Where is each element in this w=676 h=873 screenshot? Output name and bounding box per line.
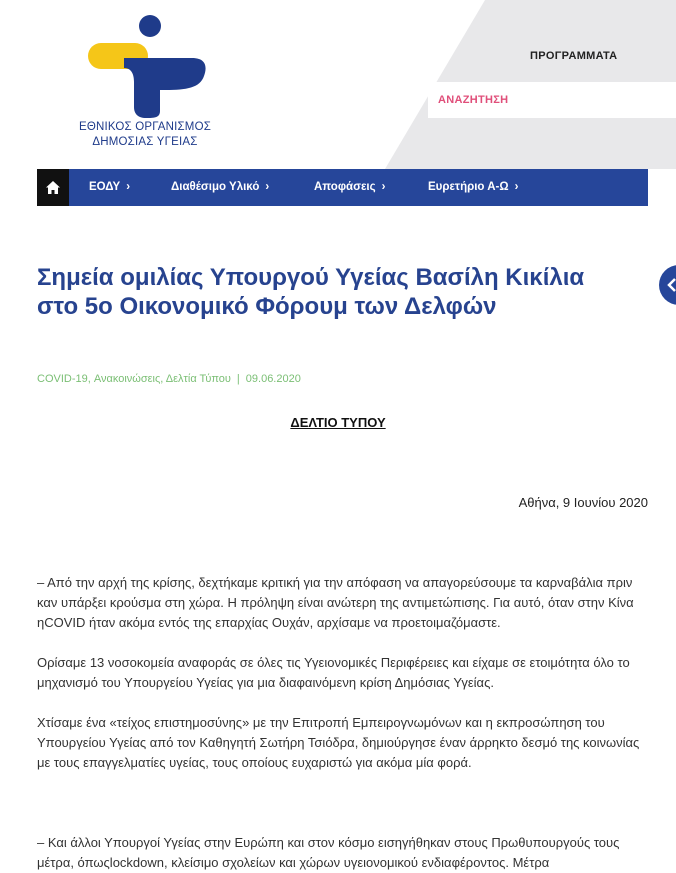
chevron-right-icon: › xyxy=(381,181,386,193)
programs-link[interactable]: ΠΡΟΓΡΑΜΜΑΤΑ xyxy=(530,50,618,62)
nav-item-eody[interactable] xyxy=(89,169,130,206)
logo-blue-body xyxy=(124,58,206,118)
nav-item-decisions[interactable] xyxy=(314,169,385,206)
article-paragraph: Ορίσαμε 13 νοσοκομεία αναφοράς σε όλες τις Υγειονομικές Περιφέρειες και είχαμε σε ετοιμότητα όλο το μηχανισμό του Υπουργείου Υγείας για μια διαφαινόμενη κρίση Δημόσιας Υγείας. xyxy=(37,655,630,690)
nav-item-label: Ευρετήριο Α-Ω xyxy=(428,181,509,193)
main-nav xyxy=(37,169,648,206)
chevron-right-icon: › xyxy=(514,181,519,193)
nav-item-label: Διαθέσιμο Υλικό xyxy=(171,181,260,193)
side-tab-button[interactable] xyxy=(659,265,676,305)
nav-item-label: ΕΟΔΥ xyxy=(89,181,121,193)
nav-home-button[interactable] xyxy=(37,169,69,206)
chevron-right-icon: › xyxy=(265,181,270,193)
chevron-left-icon xyxy=(665,277,676,293)
search-label[interactable]: ΑΝΑΖΗΤΗΣΗ xyxy=(438,94,509,106)
home-icon xyxy=(46,181,60,194)
location-date: Αθήνα, 9 Ιουνίου 2020 xyxy=(518,495,648,510)
article-meta xyxy=(37,373,301,385)
logo-text[interactable] xyxy=(60,120,230,150)
meta-separator: | xyxy=(236,373,240,385)
nav-item-index[interactable] xyxy=(428,169,518,206)
article-paragraph: – Και άλλοι Υπουργοί Υγείας στην Ευρώπη και στον κόσμο εισηγήθηκαν στους Πρωθυπουργούς τους μέτρα, όπωςlockdown, κλείσιμο σχολείων και χώρων υγειονομικού ενδιαφέροντος. Μέτρα xyxy=(37,835,620,870)
logo-head xyxy=(139,15,161,37)
article-categories[interactable]: COVID-19, Ανακοινώσεις, Δελτία Τύπου xyxy=(37,373,231,385)
article-paragraph: Χτίσαμε ένα «τείχος επιστημοσύνης» με την Επιτροπή Εμπειρογνωμόνων και η εκπροσώπηση του Υπουργείου Υγείας από τον Καθηγητή Σωτήρη Τσιόδρα, δημιούργησε έναν άρρηκτο δεσμό της κοινωνίας με τους επαγγελματίες υγείας, τους οποίους ευχαριστώ για ακόμα μία φορά. xyxy=(37,715,640,770)
article-date: 09.06.2020 xyxy=(245,373,301,385)
logo-line-2: ΔΗΜΟΣΙΑΣ ΥΓΕΙΑΣ xyxy=(92,136,198,148)
press-release-heading: ΔΕΛΤΙΟ ΤΥΠΟΥ xyxy=(290,415,386,430)
article-paragraph: – Από την αρχή της κρίσης, δεχτήκαμε κριτική για την απόφαση να απαγορεύσουμε τα καρναβάλια πριν καν υπάρξει κρούσμα στη χώρα. Η πρόληψη είναι ανώτερη της αντιμετώπισης. Για αυτό, όταν στην Κίνα ηCOVID ήταν ακόμα εντός της επαρχίας Ουχάν, αρχίσαμε να προετοιμαζόμαστε. xyxy=(37,575,634,630)
chevron-right-icon: › xyxy=(126,181,131,193)
site-header xyxy=(0,0,676,169)
nav-item-label: Αποφάσεις xyxy=(314,181,376,193)
article-title: Σημεία ομιλίας Υπουργού Υγείας Βασίλη Κικίλια στο 5ο Οικονομικό Φόρουμ των Δελφών xyxy=(37,264,585,320)
nav-item-available-material[interactable] xyxy=(171,169,269,206)
logo-line-1: ΕΘΝΙΚΟΣ ΟΡΓΑΝΙΣΜΟΣ xyxy=(78,121,212,133)
search-box[interactable] xyxy=(428,82,676,118)
